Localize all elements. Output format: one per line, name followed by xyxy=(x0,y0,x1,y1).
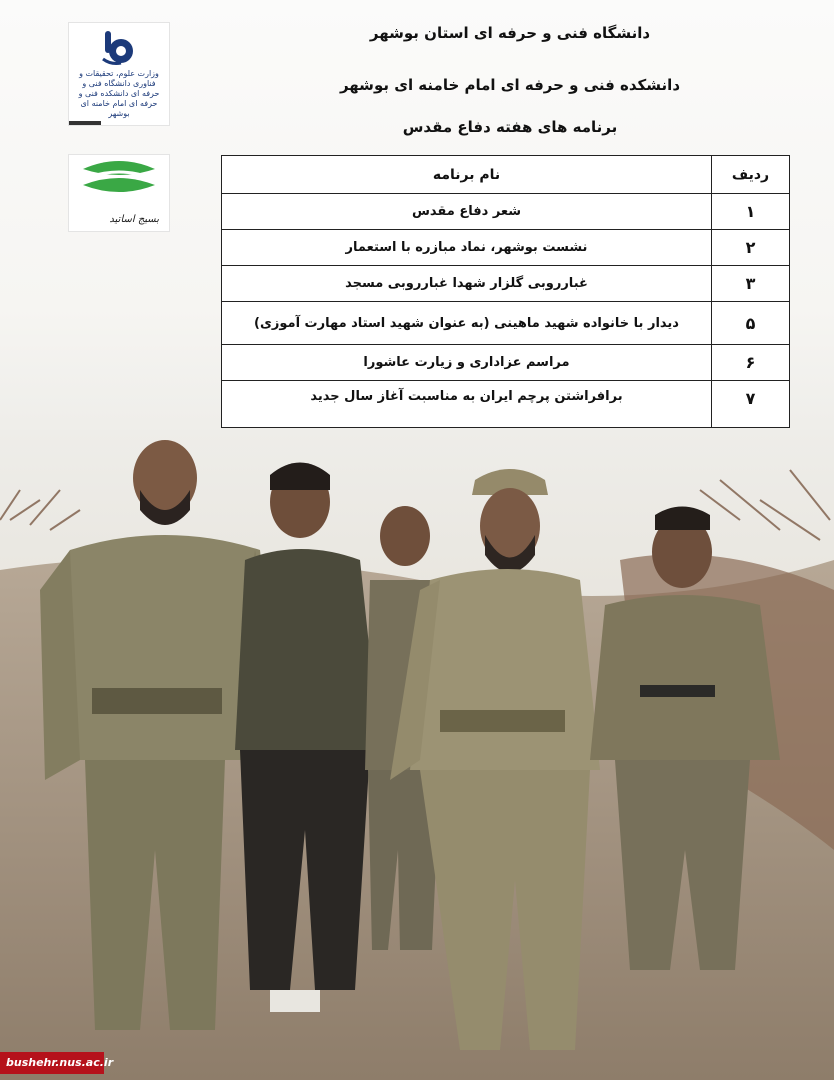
program-title: برنامه های هفته دفاع مقدس xyxy=(402,118,618,136)
ministry-logo-text: وزارت علوم، تحقیقات و فناوری دانشگاه فنی و حرفه ای دانشکده فنی و حرفه ای امام خامنه ای بوشهر xyxy=(78,69,160,118)
column-header-row-number: ردیف xyxy=(712,156,790,194)
ministry-logo xyxy=(68,22,170,126)
row-number: ۵ xyxy=(712,302,790,345)
program-table xyxy=(221,155,790,428)
row-number: ۱ xyxy=(712,194,790,230)
column-header-program-name: نام برنامه xyxy=(222,156,712,194)
logo-bar xyxy=(69,121,101,125)
table-header-row xyxy=(222,156,790,194)
soldiers-photo xyxy=(0,430,834,1080)
website-badge: bushehr.nus.ac.ir xyxy=(0,1052,104,1074)
program-name: مراسم عزاداری و زیارت عاشورا xyxy=(222,345,712,381)
row-number: ۲ xyxy=(712,230,790,266)
table-row xyxy=(222,302,790,345)
row-number: ۶ xyxy=(712,345,790,381)
basij-logo-text: بسیج اساتید xyxy=(109,214,159,225)
program-name: نشست بوشهر، نماد مبازره با استعمار xyxy=(222,230,712,266)
row-number: ۷ xyxy=(712,381,790,428)
table-row xyxy=(222,194,790,230)
faculty-title: دانشکده فنی و حرفه ای امام خامنه ای بوشهر xyxy=(339,76,681,94)
table-row xyxy=(222,345,790,381)
basij-emblem-icon xyxy=(69,155,169,211)
table-row xyxy=(222,230,790,266)
table-row xyxy=(222,381,790,428)
basij-logo xyxy=(68,154,170,232)
program-name: شعر دفاع مقدس xyxy=(222,194,712,230)
row-number: ۳ xyxy=(712,266,790,302)
university-title: دانشگاه فنی و حرفه ای استان بوشهر xyxy=(369,24,651,42)
program-name: برافراشتن پرچم ایران به مناسبت آغاز سال جدید xyxy=(222,381,712,428)
soldiers-photo-illustration xyxy=(0,430,834,1080)
ministry-emblem-icon xyxy=(99,29,139,67)
program-name: دیدار با خانواده شهید ماهینی (به عنوان شهید استاد مهارت آموزی) xyxy=(222,302,712,345)
program-name: غبارروبی گلزار شهدا غبارروبی مسجد xyxy=(222,266,712,302)
table-row xyxy=(222,266,790,302)
